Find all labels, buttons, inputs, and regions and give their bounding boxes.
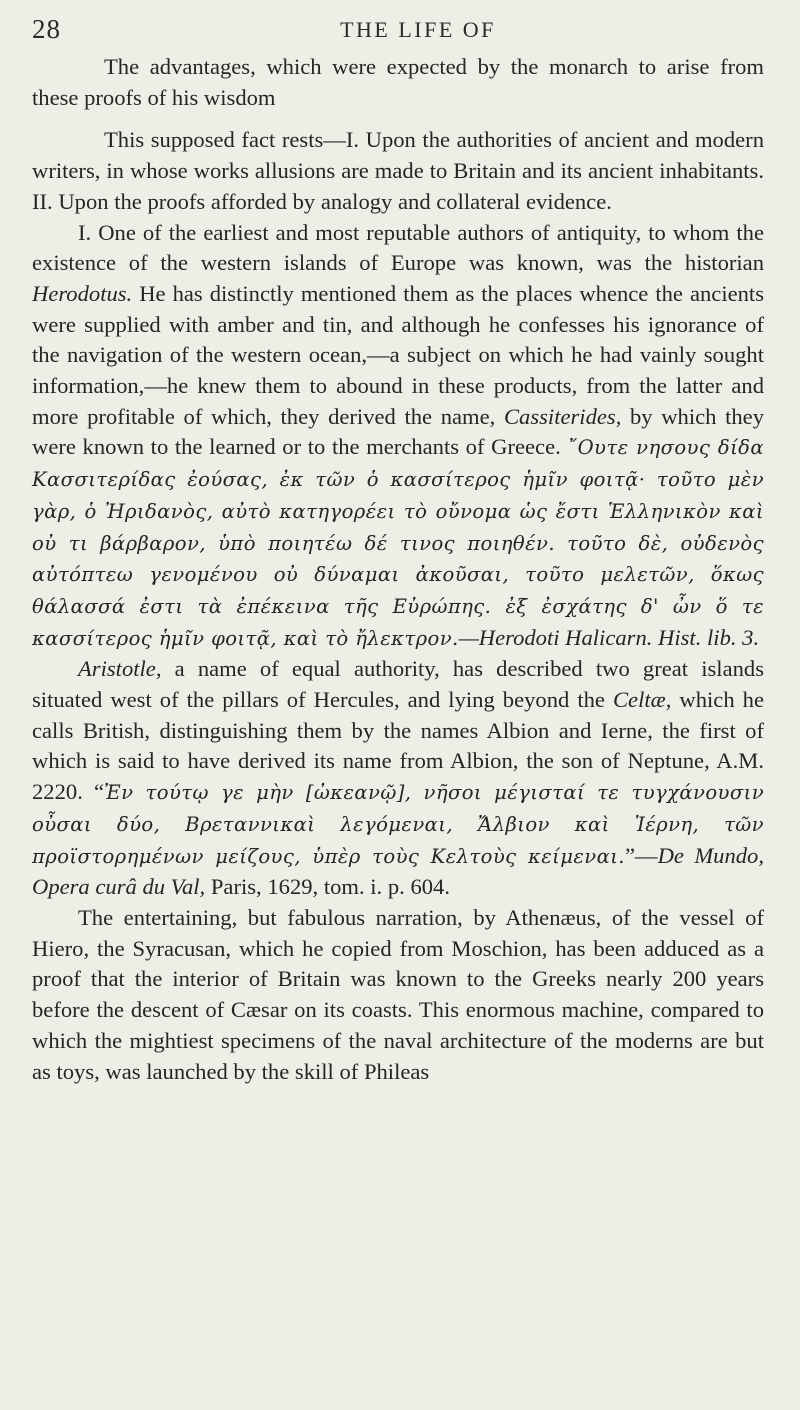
aristotle-text-c: ”— (624, 842, 658, 868)
cassiterides-name: Cassiterides, (503, 403, 622, 429)
herodotus-text-b: He has distinctly mentioned them as the places whence the ancients were supplied with amber and tin, and although he confesses his ignorance of the navigation of the western ocean,—a subject on which he had vainly sought information,—he knew them to abound in these products, from the latter and more profitable of which, they derived the name, (32, 280, 764, 429)
aristotle-text-b: which he calls British, distinguishing them by the names Albion and Ierne, the first of which is said to have derived its name from Albion, the son of Neptune, A.M. 2220. “ (32, 687, 764, 805)
herodotus-text-c: by which they were known to the learned or to the merchants of Greece. (32, 403, 765, 460)
aristotle-text-a: a name of equal authority, has described two great islands situated west of the pillars of Hercules, and lying beyond the (32, 656, 764, 713)
paragraph-aristotle (32, 654, 764, 903)
herodotus-citation: —Herodoti Halicarn. Hist. lib. 3. (458, 624, 760, 650)
paragraph-monarch: The advantages, which were expected by the monarch to arise from these proofs of his wisdom (32, 54, 764, 110)
paragraph-herodotus (32, 218, 764, 655)
herodotus-greek-quote: ῎Ουτε νησους δίδα Κασσιτερίδας ἐούσας, ἐκ τῶν ὁ κασσίτερος ἡμῖν φοιτᾷ· τοῦτο μὲν γὰρ, ὁ Ἠριδανὸς, αὐτὸ κατηγορέει τὸ οὔνομα ὡς ἔστι Ἑλληνικὸν καὶ οὐ τι βάρβαρον, ὑπὸ ποιητέω δέ τινος ποιηθέν. τοῦτο δὲ, οὐδενὸς αὐτόπτεω γενομένου οὐ δύναμαι ἀκοῦσαι, τοῦτο μελετῶν, ὅκως θάλασσά ἐστι τὰ ἐπέκεινα τῆς Εὐρώπης. ἐξ ἐσχάτης δ' ὦν ὅ τε κασσίτερος ἡμῖν φοιτᾷ, καὶ τὸ ἤλεκτρον. (32, 436, 764, 650)
body-text (32, 52, 764, 1087)
paragraph-athenaeus: The entertaining, but fabulous narration, by Athenæus, of the vessel of Hiero, the Syracusan, which he copied from Moschion, has been adduced as a proof that the interior of Britain was known to the Greeks nearly 200 years before the descent of Cæsar on its coasts. This enormous machine, compared to which the mightiest specimens of the naval architecture of the moderns are but as toys, was launched by the skill of Phileas (32, 904, 764, 1084)
herodotus-text-a: I. One of the earliest and most reputable authors of antiquity, to whom the existence of the western islands of Europe was known, was the historian (32, 219, 764, 276)
herodotus-name: Herodotus. (32, 280, 133, 306)
running-head: THE LIFE OF (340, 17, 496, 42)
paragraph-supposed-fact: This supposed fact rests—I. Upon the authorities of ancient and modern writers, in whose works allusions are made to Britain and its ancient inhabitants. II. Upon the proofs afforded by analogy and collateral evidence. (32, 127, 764, 214)
aristotle-name: Aristotle, (78, 656, 162, 682)
page-number: 28 (32, 14, 61, 44)
aristotle-citation: De Mundo, Opera curâ du Val, (32, 842, 765, 900)
celtae-name: Celtæ, (612, 687, 672, 713)
aristotle-greek-quote: Ἐν τούτῳ γε μὴν [ὠκεανῷ], νῆσοι μέγισταί τε τυγχάνουσιν οὖσαι δύο, Βρεταννικαὶ λεγόμεναι, Ἄλβιον καὶ Ἰέρνη, τῶν προϊστορημένων μείζους, ὑπὲρ τοὺς Κελτοὺς κείμεναι. (32, 781, 765, 868)
page-header (32, 14, 764, 54)
aristotle-text-d: Paris, 1629, tom. i. p. 604. (205, 874, 450, 900)
